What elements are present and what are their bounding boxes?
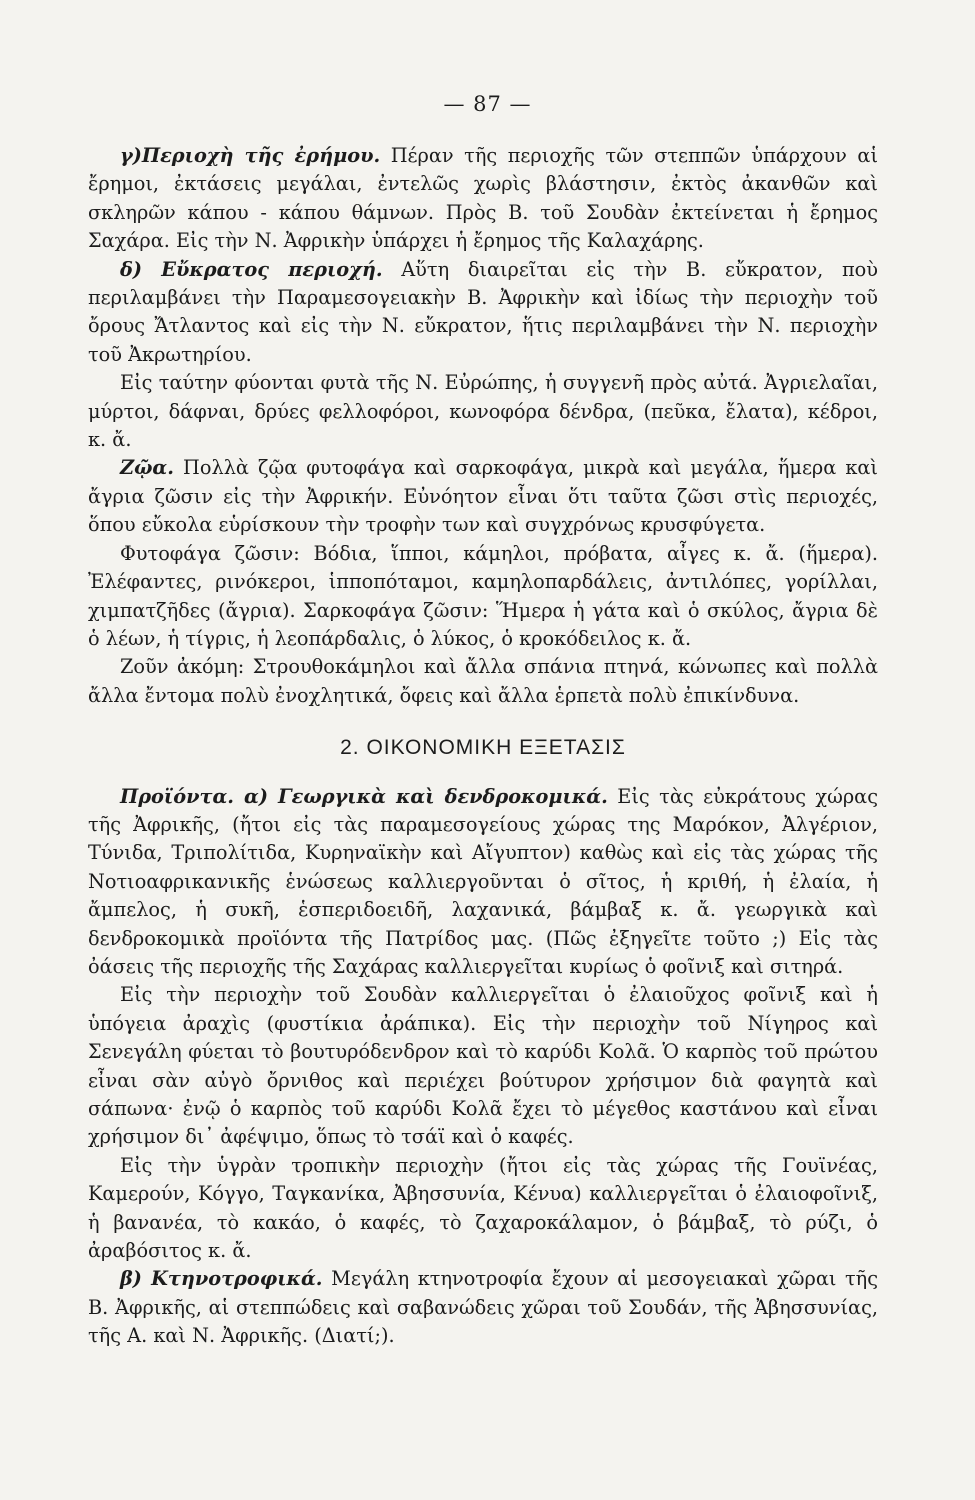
paragraph-lead: δ) Εὔκρατος περιοχή. (120, 257, 383, 281)
paragraph-lead: β) Κτηνοτροφικά. (120, 1267, 323, 1291)
paragraph-text: Εἰς τὰς εὐκράτους χώρας τῆς Ἀφρικῆς, (ἤτοι εἰς τὰς παραμεσογείους χώρας της Μαρόκον, Ἀλγέριον, Τύνιδα, Τριπολίτιδα, Κυρηναϊκὴν καὶ Αἴγυπτον) καθὼς καὶ εἰς τὰς χώρας τῆς Νοτιοαφρικανικῆς ἑνώσεως καλλιεργοῦνται ὁ σῖτος, ἡ κριθή, ἡ ἐλαία, ἡ ἄμπελος, ἡ συκῆ, ἑσπεριδοειδῆ, λαχανικά, βάμβαξ κ. ἄ. γεωργικὰ καὶ δενδροκομικὰ προϊόντα τῆς Πατρίδος μας. (Πῶς ἐξηγεῖτε τοῦτο ;) Εἰς τὰς ὀάσεις τῆς περιοχῆς τῆς Σαχάρας καλλιεργεῖται κυρίως ὁ φοῖνιξ καὶ σιτηρά. (88, 784, 878, 978)
paragraph-agricultural-products (88, 783, 878, 982)
paragraph-other-animals: Ζοῦν ἀκόμη: Στρουθοκάμηλοι καὶ ἄλλα σπάνια πτηνά, κώνωπες καὶ πολλὰ ἄλλα ἔντομα πολὺ ἐνοχλητικά, ὄφεις καὶ ἄλλα ἑρπετὰ πολὺ ἐπικίνδυνα. (88, 655, 878, 707)
paragraph-text: Αὕτη διαιρεῖται εἰς τὴν Β. εὔκρατον, ποὺ περιλαμβάνει τὴν Παραμεσογειακὴν Β. Ἀφρικὴν καὶ ἰδίως τὴν περιοχὴν τοῦ ὄρους Ἄτλαντος καὶ εἰς τὴν Ν. εὔκρατον, ἥτις περιλαμβάνει τὴν Ν. περιοχὴν τοῦ Ἀκρωτηρίου. (88, 257, 878, 366)
paragraph-tropical-products: Εἰς τὴν ὑγρὰν τροπικὴν περιοχὴν (ἤτοι εἰς τὰς χώρας τῆς Γουϊνέας, Καμερούν, Κόγγο, Ταγκανίκα, Ἀβησσυνία, Κένυα) καλλιεργεῖται ὁ ἐλαιοφοῖνιξ, ἡ βανανέα, τὸ κακάο, ὁ καφές, τὸ ζαχαροκάλαμον, ὁ βάμβαξ, τὸ ρύζι, ὁ ἀραβόσιτος κ. ἄ. (88, 1153, 878, 1263)
paragraph-lead: γ)Περιοχὴ τῆς ἐρήμου. (120, 144, 381, 167)
page-number: — 87 — (443, 92, 532, 116)
paragraph-temperate-plants: Εἰς ταύτην φύονται φυτὰ τῆς Ν. Εὐρώπης, ἡ συγγενῆ πρὸς αὐτά. Ἀγριελαῖαι, μύρτοι, δάφναι, δρύες φελλοφόροι, κωνοφόρα δένδρα, (πεῦκα, ἔλατα), κέδροι, κ. ἄ. (88, 371, 878, 452)
paragraph-text: Πολλὰ ζῷα φυτοφάγα καὶ σαρκοφάγα, μικρὰ καὶ μεγάλα, ἥμερα καὶ ἄγρια ζῶσιν εἰς τὴν Ἀφρικήν. Εὐνόητον εἶναι ὅτι ταῦτα ζῶσι στὶς περιοχές, ὅπου εὔκολα εὑρίσκουν τὴν τροφὴν των καὶ συγχρόνως κρυσφύγετα. (88, 456, 878, 537)
paragraph-herbivores-carnivores: Φυτοφάγα ζῶσιν: Βόδια, ἵπποι, κάμηλοι, πρόβατα, αἶγες κ. ἄ. (ἥμερα). Ἐλέφαντες, ρινόκεροι, ἱπποπόταμοι, καμηλοπαρδάλεις, ἀντιλόπες, γορίλλαι, χιμπατζῆδες (ἄγρια). Σαρκοφάγα ζῶσιν: Ἥμερα ἡ γάτα καὶ ὁ σκύλος, ἄγρια δὲ ὁ λέων, ἡ τίγρις, ἡ λεοπάρδαλις, ὁ λύκος, ὁ κροκόδειλος κ. ἄ. (88, 541, 878, 650)
paragraph-livestock (88, 1265, 878, 1350)
paragraph-text: Μεγάλη κτηνοτροφία ἔχουν αἱ μεσογειακαὶ χῶραι τῆς Β. Ἀφρικῆς, αἱ στεππώδεις καὶ σαβανώδεις χῶραι τοῦ Σουδάν, τῆς Ἀβησσυνίας, τῆς Α. καὶ Ν. Ἀφρικῆς. (Διατί;). (88, 1267, 878, 1348)
section-heading: 2. ΟΙΚΟΝΟΜΙΚΗ ΕΞΕΤΑΣΙΣ (340, 736, 626, 760)
paragraph-lead: Ζῷα. (120, 456, 174, 480)
paragraph-desert-region (88, 142, 878, 256)
paragraph-text: Πέραν τῆς περιοχῆς τῶν στεππῶν ὑπάρχουν αἱ ἔρημοι, ἐκτάσεις μεγάλαι, ἐντελῶς χωρὶς βλάστησιν, ἐκτὸς ἀκανθῶν καὶ σκληρῶν κάπου - κάπου θάμνων. Πρὸς Β. τοῦ Σουδὰν ἐκτείνεται ἡ ἔρημος Σαχάρα. Εἰς τὴν Ν. Ἀφρικὴν ὑπάρχει ἡ ἔρημος τῆς Καλαχάρης. (88, 144, 879, 253)
paragraph-temperate-region (88, 256, 878, 370)
paragraph-sudan-products: Εἰς τὴν περιοχὴν τοῦ Σουδὰν καλλιεργεῖται ὁ ἐλαιοῦχος φοῖνιξ καὶ ἡ ὑπόγεια ἀραχὶς (φυστίκια ἀράπικα). Εἰς τὴν περιοχὴν τοῦ Νίγηρος καὶ Σενεγάλη φύεται τὸ βουτυρόδενδρον καὶ τὸ καρύδι Κολᾶ. Ὁ καρπὸς τοῦ πρώτου εἶναι σὰν αὐγὸ ὄρνιθος καὶ περιέχει βούτυρον χρήσιμον διὰ φαγητὰ καὶ σάπωνα· ἐνῷ ὁ καρπὸς τοῦ καρύδι Κολᾶ ἔχει τὸ μέγεθος καστάνου καὶ εἶναι χρήσιμον δι᾽ ἀφέψιμο, ὅπως τὸ τσάϊ καὶ ὁ καφές. (88, 983, 878, 1149)
page-body (88, 142, 878, 1351)
paragraph-lead: Προϊόντα. α) Γεωργικὰ καὶ δενδροκομικά. (120, 784, 608, 808)
paragraph-animals (88, 454, 878, 539)
